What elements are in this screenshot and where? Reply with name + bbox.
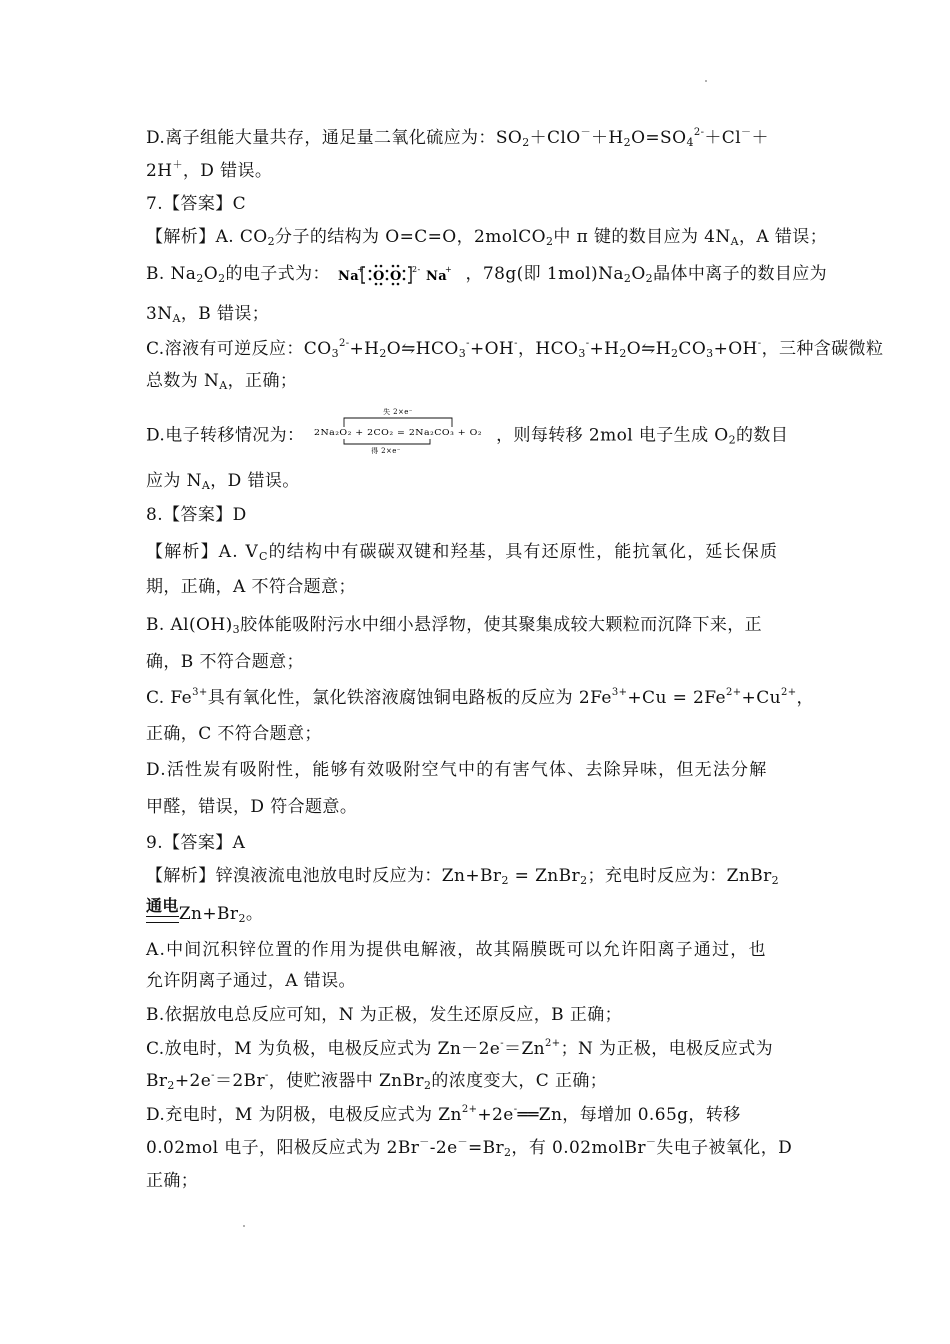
- text-line: 应为 $N_A$，D 错误。: [146, 471, 300, 492]
- text-line: D.电子转移情况为： 失 2×e⁻ 2Na₂O₂ + 2CO₂ = 2Na₂CO₃ + O₂ 得 2×e⁻ ，则每转移 2mol 电子生成 $O_2$的数目: [146, 408, 789, 454]
- text-line: C. $Fe^{3+}$具有氧化性，氯化铁溶液腐蚀铜电路板的反应为 $2Fe^{3+}+Cu = 2Fe^{2+}+Cu^{2+}$，: [146, 687, 814, 708]
- lewis-oxygen-2: O: [389, 268, 402, 284]
- text-line: 2H＋，D 错误。: [146, 160, 273, 181]
- text-line: 总数为 $N_A$，正确；: [146, 371, 298, 392]
- sodium-peroxide-lewis-structure: [338, 263, 458, 287]
- text-line: 【解析】锌溴液流电池放电时反应为：$Zn+Br_2$ = ZnBr$_2$；充电时反应为：ZnBr$_2$: [146, 866, 780, 887]
- lewis-oxygen-1: O: [372, 268, 385, 284]
- text-line: C.溶液有可逆反应：$CO_3^{2-}+H_2O⇋HCO_3^-+OH^-$，$HCO_3^-+H_2O⇋H_2CO_3+OH^-$，三种含碳微粒: [146, 338, 884, 360]
- text-line: D.充电时，M 为阴极，电极反应式为 $Zn^{2+}+2e^-══Zn$，每增加 0.65g，转移: [146, 1104, 741, 1125]
- text-line: 【解析】A. $CO_2$分子的结构为 O=C=O，2molCO$_2$中 π 键的数目应为 $4N_A$，A 错误；: [146, 227, 828, 248]
- lewis-peroxide-charge: 2-: [411, 264, 421, 274]
- text-line: D.离子组能大量共存，通足量二氧化硫应为：$SO_2+ClO^-+H_2O=SO_4^{2-}+Cl^-+$: [146, 127, 769, 149]
- text-line: $3N_A$，B 错误；: [146, 304, 270, 325]
- electron-transfer-diagram: [314, 406, 486, 454]
- transfer-equation: 2Na₂O₂ + 2CO₂ = 2Na₂CO₃ + O₂: [314, 428, 483, 437]
- transfer-bottom-bracket: [344, 439, 430, 444]
- lewis-na-right: Na: [425, 268, 447, 284]
- text-line: 0.02mol 电子，阳极反应式为 $2Br^--2e^-=Br_2$，有 0.02molBr－失电子被氧化，D: [146, 1137, 793, 1159]
- text-line: 正确，C 不符合题意；: [146, 724, 322, 744]
- text-line: A.中间沉积锌位置的作用为提供电解液，故其隔膜既可以允许阳离子通过，也: [146, 940, 767, 960]
- transfer-gain-label: 得 2×e⁻: [371, 447, 402, 454]
- text-line: B. $Al(OH)_3$胶体能吸附污水中细小悬浮物，使其聚集成较大颗粒而沉降下来，正: [146, 615, 763, 636]
- transfer-lose-label: 失 2×e⁻: [383, 408, 414, 416]
- lewis-na-left-charge: +: [356, 264, 364, 274]
- text-line: 通电 $Zn+Br_2$。: [146, 896, 264, 925]
- text-line: C.放电时，M 为负极，电极反应式为 $Zn-2e^-=Zn^{2+}$；N 为正极，电极反应式为: [146, 1038, 774, 1059]
- lewis-na-right-charge: +: [444, 264, 452, 274]
- answer-heading: 7.【答案】C: [146, 194, 247, 214]
- lewis-na-left: Na: [337, 268, 359, 284]
- text-line: D.活性炭有吸附性，能够有效吸附空气中的有害气体、去除异味，但无法分解: [146, 760, 768, 780]
- text-line: 允许阴离子通过，A 错误。: [146, 971, 356, 991]
- answer-heading: 9.【答案】A: [146, 833, 246, 853]
- page-mark-top: [705, 80, 707, 82]
- answer-heading: 8.【答案】D: [146, 505, 247, 525]
- text-line: 甲醛，错误，D 符合题意。: [146, 797, 358, 817]
- text-line: B. $Na_2O_2$的电子式为： Na + O O 2- Na + ，78g(即 $1mol)Na_2O_2$晶体中离子的数目应为: [146, 264, 828, 285]
- text-line: 确，B 不符合题意；: [146, 652, 304, 672]
- electrolysis-condition: 通电: [146, 894, 179, 918]
- text-line: 正确；: [146, 1171, 199, 1191]
- page-mark-bottom: [243, 1225, 245, 1227]
- transfer-top-bracket: [344, 418, 452, 427]
- text-line: B.依据放电总反应可知，N 为正极，发生还原反应，B 正确；: [146, 1005, 623, 1025]
- text-line: 期，正确，A 不符合题意；: [146, 577, 356, 597]
- text-line: $Br_2+2e^-=2Br^-$，使贮液器中 ZnBr$_2$的浓度变大，C 正确；: [146, 1070, 608, 1092]
- text-line: 【解析】A. $V_C$的结构中有碳碳双键和羟基，具有还原性，能抗氧化，延长保质: [146, 542, 779, 563]
